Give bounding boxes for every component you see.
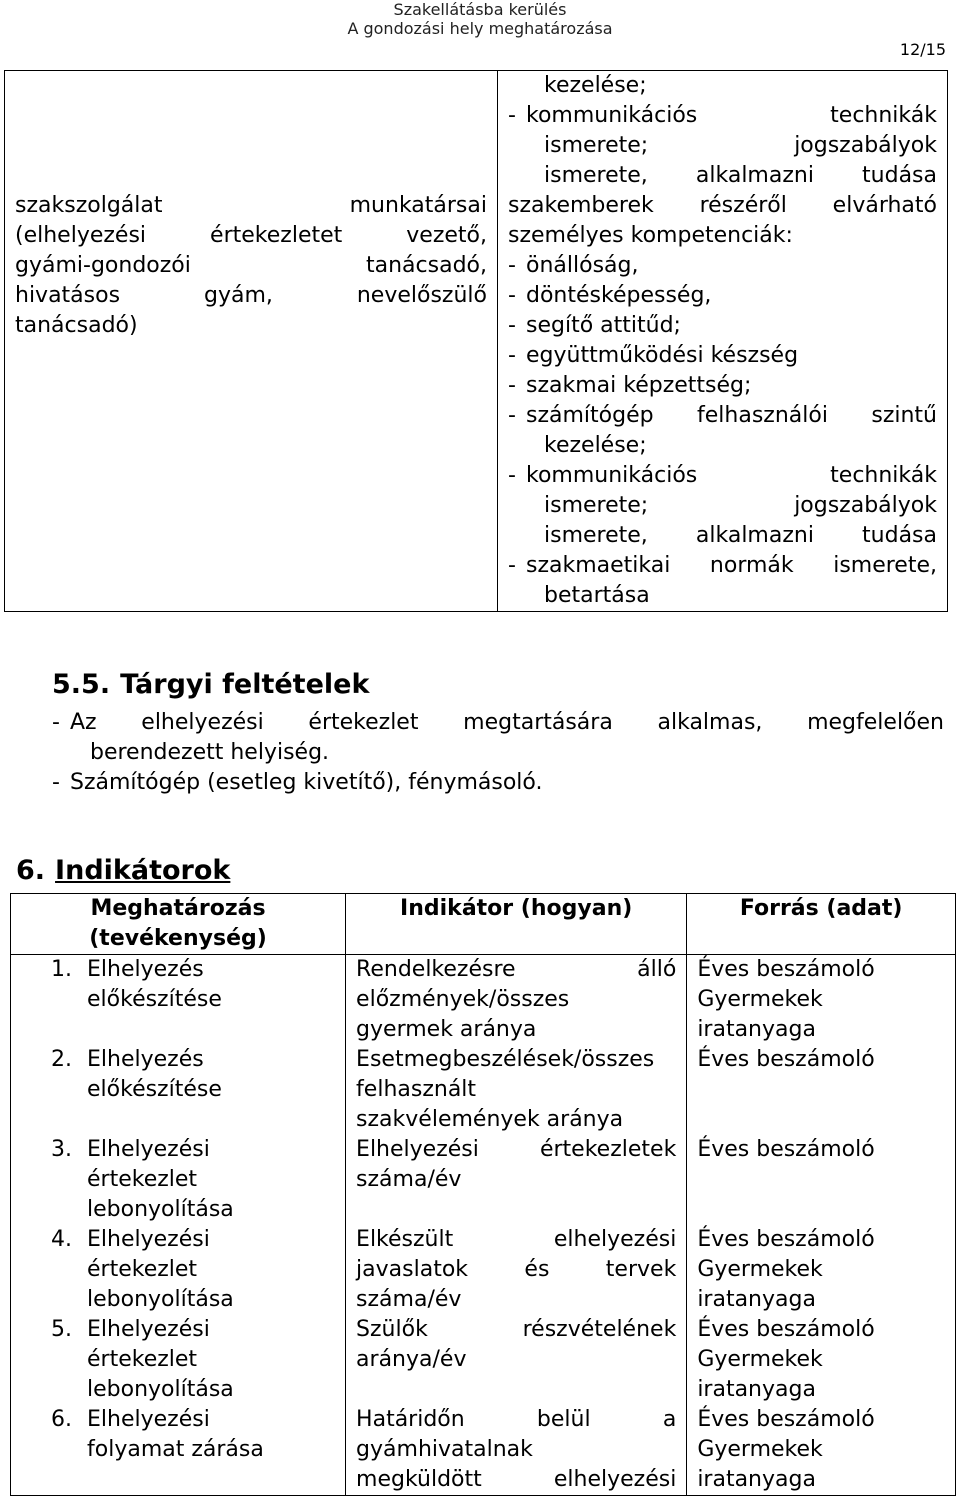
- list-dash: -: [508, 283, 516, 308]
- section-heading-6: [16, 854, 230, 888]
- indicator-cell: [346, 1045, 687, 1135]
- indicator-line: gyámhivatalnak: [356, 1437, 533, 1462]
- section-title: Indikátorok: [55, 855, 231, 886]
- source-line: Éves beszámoló: [697, 1407, 875, 1432]
- source-line: iratanyaga: [697, 1017, 816, 1042]
- definition-line: Elhelyezési: [87, 1137, 210, 1162]
- source-cell: [687, 1135, 956, 1225]
- role-line: hivatásos gyám, nevelőszülő: [15, 283, 487, 308]
- list-item-cont: kezelése;: [544, 433, 647, 458]
- list-item: [508, 371, 937, 401]
- indicator-cell: [346, 1225, 687, 1315]
- source-line: Éves beszámoló: [697, 1047, 875, 1072]
- row-number: 2.: [51, 1047, 72, 1072]
- indicator-line: javaslatok és tervek: [356, 1257, 677, 1282]
- source-line: Gyermekek: [697, 1347, 823, 1372]
- list-item-text: segítő attitűd;: [526, 313, 681, 338]
- list-dash: -: [52, 770, 60, 795]
- row-number: 1.: [51, 957, 72, 982]
- list-item-text: szakmai képzettség;: [526, 373, 752, 398]
- role-line: tanácsadó): [15, 313, 138, 338]
- list-item: [52, 708, 944, 738]
- competency-cell: [498, 71, 948, 612]
- list-item-text: szakmaetikai normák ismerete,: [526, 553, 937, 578]
- definition-line: értekezlet: [87, 1347, 198, 1372]
- list-item: [508, 461, 937, 491]
- list-item: [508, 551, 937, 581]
- list-item-cont: betartása: [544, 583, 650, 608]
- source-line: Éves beszámoló: [697, 1317, 875, 1342]
- indicator-table: [10, 893, 956, 1496]
- indicator-line: száma/év: [356, 1167, 462, 1192]
- role-line: szakszolgálat munkatársai: [15, 193, 487, 218]
- column-header-indicator: Indikátor (hogyan): [346, 894, 687, 955]
- list-item: [508, 401, 937, 431]
- list-dash: -: [508, 403, 516, 428]
- indicator-cell: [346, 955, 687, 1046]
- definition-line: Elhelyezés: [87, 957, 204, 982]
- list-item-cont: ismerete; jogszabályok: [544, 133, 937, 158]
- list-item-text: döntésképesség,: [526, 283, 712, 308]
- table-row: [11, 1045, 956, 1135]
- competency-table: [4, 70, 948, 612]
- row-number: 5.: [51, 1317, 72, 1342]
- definition-line: Elhelyezési: [87, 1407, 210, 1432]
- definition-cell: [11, 1045, 346, 1135]
- list-item: [508, 281, 937, 311]
- indicator-line: száma/év: [356, 1287, 462, 1312]
- definition-line: Elhelyezési: [87, 1227, 210, 1252]
- list-item: [508, 311, 937, 341]
- list-dash: -: [508, 253, 516, 278]
- definition-cell: [11, 1315, 346, 1405]
- indicator-cell: [346, 1135, 687, 1225]
- list-item: [508, 341, 937, 371]
- source-line: iratanyaga: [697, 1377, 816, 1402]
- list-item-text: önállóság,: [526, 253, 639, 278]
- source-cell: [687, 1225, 956, 1315]
- table-row: [11, 1405, 956, 1496]
- row-number: 6.: [51, 1407, 72, 1432]
- indicator-line: Határidőn belül a: [356, 1407, 677, 1432]
- source-line: Gyermekek: [697, 987, 823, 1012]
- list-dash: -: [508, 553, 516, 578]
- source-line: Éves beszámoló: [697, 1137, 875, 1162]
- definition-line: folyamat zárása: [87, 1437, 264, 1462]
- role-line: gyámi-gondozói tanácsadó,: [15, 253, 487, 278]
- section-title: Tárgyi feltételek: [120, 669, 370, 700]
- table-row: [11, 1315, 956, 1405]
- indicator-line: előzmények/összes: [356, 987, 570, 1012]
- column-header-line: Meghatározás: [90, 896, 266, 921]
- source-cell: [687, 1315, 956, 1405]
- source-cell: [687, 1405, 956, 1496]
- list-item-text: számítógép felhasználói szintű: [526, 403, 937, 428]
- indicator-line: Elhelyezési értekezletek: [356, 1137, 677, 1162]
- list-item: [508, 251, 937, 281]
- definition-line: Elhelyezési: [87, 1317, 210, 1342]
- table-row: [11, 1135, 956, 1225]
- section-number: 6.: [16, 855, 46, 886]
- indicator-line: felhasznált: [356, 1077, 477, 1102]
- indicator-cell: [346, 1405, 687, 1496]
- indicator-line: Rendelkezésre álló: [356, 957, 677, 982]
- definition-line: lebonyolítása: [87, 1197, 234, 1222]
- header-line-1: Szakellátásba kerülés: [393, 0, 567, 19]
- definition-line: előkészítése: [87, 1077, 222, 1102]
- definition-line: értekezlet: [87, 1257, 198, 1282]
- indicator-line: Esetmegbeszélések/összes: [356, 1047, 655, 1072]
- list-item-text: kommunikációs technikák: [526, 463, 937, 488]
- list-item-cont: berendezett helyiség.: [90, 740, 330, 765]
- header-line-2: A gondozási hely meghatározása: [347, 19, 613, 38]
- column-header-definition: [11, 894, 346, 955]
- source-cell: [687, 955, 956, 1046]
- indicator-line: Elkészült elhelyezési: [356, 1227, 677, 1252]
- list-dash: -: [508, 463, 516, 488]
- source-line: Éves beszámoló: [697, 1227, 875, 1252]
- definition-cell: [11, 955, 346, 1046]
- source-cell: [687, 1045, 956, 1135]
- definition-cell: [11, 1135, 346, 1225]
- page-number: 12/15: [899, 40, 946, 59]
- source-line: Gyermekek: [697, 1257, 823, 1282]
- list-item-text: kommunikációs technikák: [526, 103, 937, 128]
- definition-cell: [11, 1405, 346, 1496]
- intro-line: szakemberek részéről elvárható: [508, 193, 937, 218]
- indicator-line: szakvélemények aránya: [356, 1107, 624, 1132]
- definition-line: Elhelyezés: [87, 1047, 204, 1072]
- source-line: Gyermekek: [697, 1437, 823, 1462]
- list-dash: -: [508, 313, 516, 338]
- section-number: 5.5.: [52, 669, 111, 700]
- table-row: [11, 1225, 956, 1315]
- requirements-list: [52, 708, 944, 798]
- source-line: iratanyaga: [697, 1287, 816, 1312]
- indicator-line: Szülők részvételének: [356, 1317, 677, 1342]
- list-item-cont: ismerete; jogszabályok: [544, 493, 937, 518]
- row-number: 4.: [51, 1227, 72, 1252]
- definition-line: lebonyolítása: [87, 1377, 234, 1402]
- list-item-text: Számítógép (esetleg kivetítő), fénymásoló.: [70, 770, 543, 795]
- definition-cell: [11, 1225, 346, 1315]
- indicator-line: megküldött elhelyezési: [356, 1467, 677, 1492]
- list-dash: -: [508, 373, 516, 398]
- row-number: 3.: [51, 1137, 72, 1162]
- section-heading-5-5: [52, 668, 369, 702]
- list-item-cont: ismerete, alkalmazni tudása: [544, 163, 937, 188]
- list-dash: -: [508, 103, 516, 128]
- list-item: [52, 768, 944, 798]
- definition-line: lebonyolítása: [87, 1287, 234, 1312]
- list-dash: -: [52, 710, 60, 735]
- list-dash: -: [508, 343, 516, 368]
- continued-text: kezelése;: [544, 73, 647, 98]
- intro-line: személyes kompetenciák:: [508, 223, 793, 248]
- role-cell: [5, 71, 498, 612]
- column-header-line: (tevékenység): [89, 926, 267, 951]
- list-item-cont: ismerete, alkalmazni tudása: [544, 523, 937, 548]
- source-line: Éves beszámoló: [697, 957, 875, 982]
- role-line: (elhelyezési értekezletet vezető,: [15, 223, 487, 248]
- indicator-line: aránya/év: [356, 1347, 467, 1372]
- list-item-text: együttműködési készség: [526, 343, 799, 368]
- definition-line: értekezlet: [87, 1167, 198, 1192]
- definition-line: előkészítése: [87, 987, 222, 1012]
- running-header: [0, 0, 960, 38]
- source-line: iratanyaga: [697, 1467, 816, 1492]
- indicator-cell: [346, 1315, 687, 1405]
- table-header-row: [11, 894, 956, 955]
- column-header-source: Forrás (adat): [687, 894, 956, 955]
- indicator-line: gyermek aránya: [356, 1017, 537, 1042]
- list-item: [508, 101, 937, 131]
- list-item-text: Az elhelyezési értekezlet megtartására alkalmas, megfelelően: [70, 710, 944, 735]
- table-row: [11, 955, 956, 1046]
